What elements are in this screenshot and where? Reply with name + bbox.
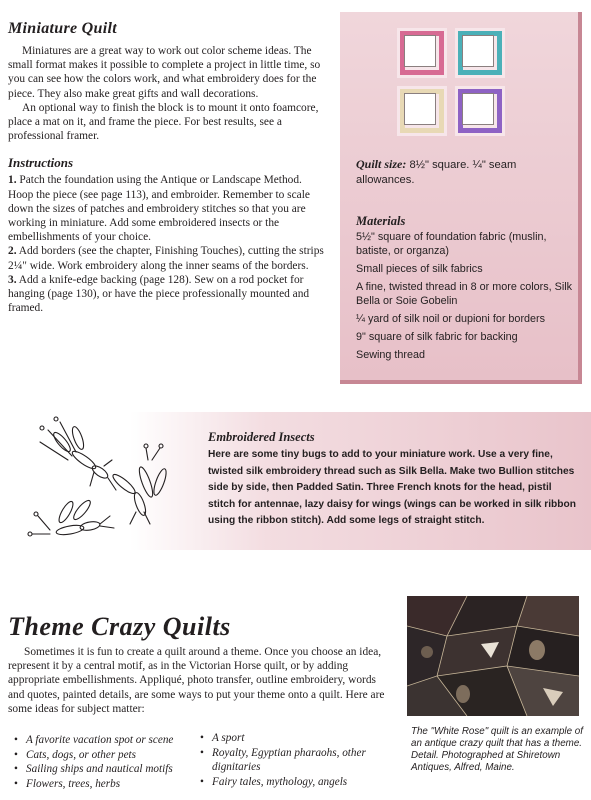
- block-center: [404, 35, 436, 67]
- insect-illustration: [20, 412, 200, 550]
- step-number: 3.: [8, 273, 17, 286]
- quilt-block-purple: [455, 86, 505, 136]
- material-item: 5½" square of foundation fabric (muslin, batiste, or organza): [356, 231, 547, 257]
- instruction-step-1: [8, 173, 326, 244]
- miniature-paragraph-1: Miniatures are a great way to work out color scheme ideas. The small format makes it possible to complete a project in little time, so you can see how the colors work, and what embroidery does for the piece. They also make great gifts and wall decorations.: [8, 45, 321, 100]
- block-center: [404, 93, 436, 125]
- step-number: 2.: [8, 245, 17, 258]
- insects-title: Embroidered Insects: [208, 430, 315, 444]
- miniature-paragraph-2: An optional way to finish the block is to mount it onto foamcore, place a mat on it, and frame the piece. For best results, see a professional framer.: [8, 101, 319, 143]
- miniature-quilt-title: Miniature Quilt: [8, 20, 117, 37]
- step-text: Add a knife-edge backing (page 128). Sew on a rod pocket for hanging (page 130), or have the piece professionally mounted and framed.: [8, 273, 310, 315]
- idea-item: • Royalty, Egyptian pharaohs, other dignitaries: [200, 746, 390, 775]
- idea-item: • A favorite vacation spot or scene: [14, 733, 214, 748]
- theme-crazy-quilts-title: Theme Crazy Quilts: [8, 612, 231, 641]
- quilt-size-label: Quilt size:: [356, 157, 407, 171]
- quilt-photo-image: [407, 596, 579, 716]
- idea-item: • A sport: [200, 731, 390, 746]
- insect-drawing-3: [28, 498, 114, 536]
- material-item: ¼ yard of silk noil or dupioni for borders: [356, 313, 546, 325]
- ideas-list-right: [200, 731, 390, 789]
- idea-item: • Sailing ships and nautical motifs: [14, 762, 214, 777]
- quilt-block-cream: [397, 86, 447, 136]
- quilt-block-diagram: [397, 28, 509, 140]
- white-rose-quilt-photo: [407, 596, 579, 716]
- instruction-step-3: [8, 273, 326, 316]
- insect-drawing-2: [111, 444, 169, 524]
- materials-box: [340, 12, 582, 384]
- theme-crazy-quilts-paragraph: Sometimes it is fun to create a quilt around a theme. Once you choose an idea, represent it by a central motif, as in the Victorian Horse quilt, or by adding appropriate embellishments. Appliqué, photo transfer, outline embroidery, words and quotes, painted details, are some ways to put your theme onto a quilt. Here are some ideas for subject matter:: [8, 646, 385, 715]
- instructions-title: Instructions: [8, 155, 74, 171]
- quilt-block-teal: [455, 28, 505, 78]
- step-number: 1.: [8, 174, 17, 187]
- block-center: [462, 35, 494, 67]
- step-text: Patch the foundation using the Antique or Landscape Method. Hoop the piece (see page 113), and embroider. Remember to scale down the sizes of patches and embroidery stitches so that you are working in miniature. Add some embroidered insects or the embellishments of your choice.: [8, 174, 310, 244]
- material-item: 9" square of silk fabric for backing: [356, 331, 518, 343]
- insects-text: Here are some tiny bugs to add to your miniature work. Use a very fine, twisted silk embroidery thread such as Silk Bella. Make two Bullion stitches side by side, then Padded Satin. Three French knots for the head, pistil stitch for antennae, lazy daisy for wings (wings can be worked in silk ribbon using the ribbon stitch). Add some legs of straight stitch.: [208, 449, 576, 526]
- instruction-step-2: [8, 244, 326, 272]
- idea-item: • Fairy tales, mythology, angels: [200, 775, 390, 790]
- photo-caption: The "White Rose" quilt is an example of an antique crazy quilt that has a theme. Detail. Photographed at Shiretown Antiques, Alfred, Maine.: [411, 726, 583, 773]
- step-text: Add borders (see the chapter, Finishing Touches), cutting the strips 2¼" wide. Work embroidery along the inner seams of the borders.: [8, 245, 324, 272]
- block-center: [462, 93, 494, 125]
- ideas-list-left: [14, 733, 214, 791]
- miniature-quilt-section: [8, 20, 326, 315]
- material-item: A fine, twisted thread in 8 or more colors, Silk Bella or Soie Gobelin: [356, 281, 573, 307]
- material-item: Sewing thread: [356, 349, 426, 361]
- idea-item: • Cats, dogs, or other pets: [14, 748, 214, 763]
- materials-list: [356, 230, 576, 366]
- material-item: Small pieces of silk fabrics: [356, 263, 483, 275]
- embroidered-insects-section: [0, 412, 591, 550]
- quilt-size-value: 8½" square. ¼" seam allowances.: [356, 159, 517, 186]
- idea-item: • Flowers, trees, herbs: [14, 777, 214, 792]
- materials-title: Materials: [356, 214, 406, 228]
- insect-drawing-1: [40, 417, 116, 490]
- quilt-block-pink: [397, 28, 447, 78]
- quilt-size: [356, 157, 576, 188]
